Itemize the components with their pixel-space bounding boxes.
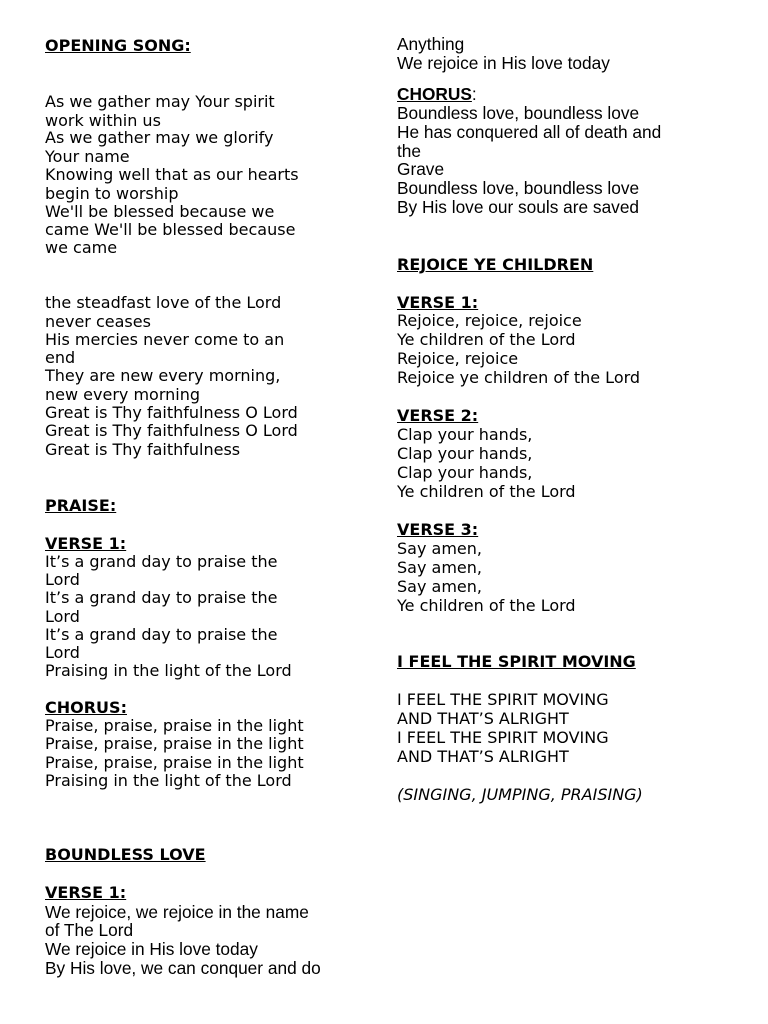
spirit-note: (SINGING, JUMPING, PRAISING) bbox=[397, 785, 643, 804]
lyric-line: Praise, praise, praise in the light bbox=[45, 734, 304, 753]
lyric-line: It’s a grand day to praise the bbox=[45, 625, 278, 644]
lyric-line: We rejoice in His love today bbox=[397, 53, 610, 73]
rejoice-verse1-heading: VERSE 1: bbox=[397, 293, 479, 312]
lyric-line: Boundless love, boundless love bbox=[397, 103, 640, 123]
lyric-line: Praise, praise, praise in the light bbox=[45, 753, 304, 772]
lyric-line: Grave bbox=[397, 159, 445, 179]
lyric-line: By His love our souls are saved bbox=[397, 197, 640, 217]
lyric-line: Great is Thy faithfulness bbox=[45, 440, 241, 459]
chorus-label: CHORUS bbox=[397, 84, 472, 104]
lyric-line: end bbox=[45, 348, 76, 367]
lyric-line: never ceases bbox=[45, 312, 151, 331]
rejoice-verse2-heading: VERSE 2: bbox=[397, 406, 479, 425]
lyric-line: Ye children of the Lord bbox=[397, 330, 576, 349]
lyric-line: Say amen, bbox=[397, 539, 482, 558]
lyric-line: Ye children of the Lord bbox=[397, 482, 576, 501]
chorus-colon: : bbox=[471, 84, 477, 104]
lyric-line: His mercies never come to an bbox=[45, 330, 285, 349]
boundless-verse1-heading: VERSE 1: bbox=[45, 883, 127, 902]
opening-song-heading: OPENING SONG: bbox=[45, 36, 191, 55]
lyric-line: Clap your hands, bbox=[397, 425, 533, 444]
lyric-line: begin to worship bbox=[45, 184, 179, 203]
lyric-line: We rejoice, we rejoice in the name bbox=[45, 902, 309, 922]
lyric-line: Rejoice, rejoice bbox=[397, 349, 519, 368]
lyric-line: Praising in the light of the Lord bbox=[45, 661, 292, 680]
lyric-line: Great is Thy faithfulness O Lord bbox=[45, 421, 298, 440]
boundless-love-heading: BOUNDLESS LOVE bbox=[45, 845, 206, 864]
lyric-line: As we gather may we glorify bbox=[45, 128, 274, 147]
lyric-line: Boundless love, boundless love bbox=[397, 178, 640, 198]
lyric-line: new every morning bbox=[45, 385, 200, 404]
lyric-line: Say amen, bbox=[397, 577, 482, 596]
lyric-line: AND THAT’S ALRIGHT bbox=[397, 747, 569, 766]
lyric-line: the bbox=[397, 141, 422, 161]
lyric-line: Praising in the light of the Lord bbox=[45, 771, 292, 790]
lyric-line: we came bbox=[45, 238, 118, 257]
lyric-line: Say amen, bbox=[397, 558, 482, 577]
lyric-line: Knowing well that as our hearts bbox=[45, 165, 299, 184]
lyric-line: Clap your hands, bbox=[397, 444, 533, 463]
rejoice-verse3-heading: VERSE 3: bbox=[397, 520, 479, 539]
lyric-line: Lord bbox=[45, 607, 80, 626]
lyric-line: AND THAT’S ALRIGHT bbox=[397, 709, 569, 728]
lyric-line: By His love, we can conquer and do bbox=[45, 958, 321, 978]
lyric-line: We rejoice in His love today bbox=[45, 939, 258, 959]
lyric-line: I FEEL THE SPIRIT MOVING bbox=[397, 728, 609, 747]
lyric-line: He has conquered all of death and bbox=[397, 122, 662, 142]
lyric-line: Rejoice, rejoice, rejoice bbox=[397, 311, 582, 330]
lyric-line: Lord bbox=[45, 570, 80, 589]
lyric-line: Rejoice ye children of the Lord bbox=[397, 368, 641, 387]
lyric-line: They are new every morning, bbox=[45, 366, 281, 385]
lyric-line: Clap your hands, bbox=[397, 463, 533, 482]
praise-chorus-heading: CHORUS: bbox=[45, 698, 127, 717]
lyric-line: Lord bbox=[45, 643, 80, 662]
lyric-line: Praise, praise, praise in the light bbox=[45, 716, 304, 735]
lyric-line: the steadfast love of the Lord bbox=[45, 293, 282, 312]
lyric-line: We'll be blessed because we bbox=[45, 202, 275, 221]
lyric-line: It’s a grand day to praise the bbox=[45, 552, 278, 571]
lyric-line: It’s a grand day to praise the bbox=[45, 588, 278, 607]
lyric-line: I FEEL THE SPIRIT MOVING bbox=[397, 690, 609, 709]
lyric-line: Your name bbox=[45, 147, 130, 166]
lyric-line: came We'll be blessed because bbox=[45, 220, 296, 239]
lyric-line: Anything bbox=[397, 34, 465, 54]
rejoice-heading: REJOICE YE CHILDREN bbox=[397, 255, 594, 274]
lyric-line: Ye children of the Lord bbox=[397, 596, 576, 615]
lyric-line: Great is Thy faithfulness O Lord bbox=[45, 403, 298, 422]
praise-verse1-heading: VERSE 1: bbox=[45, 534, 127, 553]
praise-heading: PRAISE: bbox=[45, 496, 117, 515]
boundless-chorus-heading bbox=[397, 85, 477, 104]
spirit-heading: I FEEL THE SPIRIT MOVING bbox=[397, 652, 636, 671]
lyric-line: As we gather may Your spirit bbox=[45, 92, 275, 111]
lyric-line: work within us bbox=[45, 111, 161, 130]
lyric-line: of The Lord bbox=[45, 920, 134, 940]
